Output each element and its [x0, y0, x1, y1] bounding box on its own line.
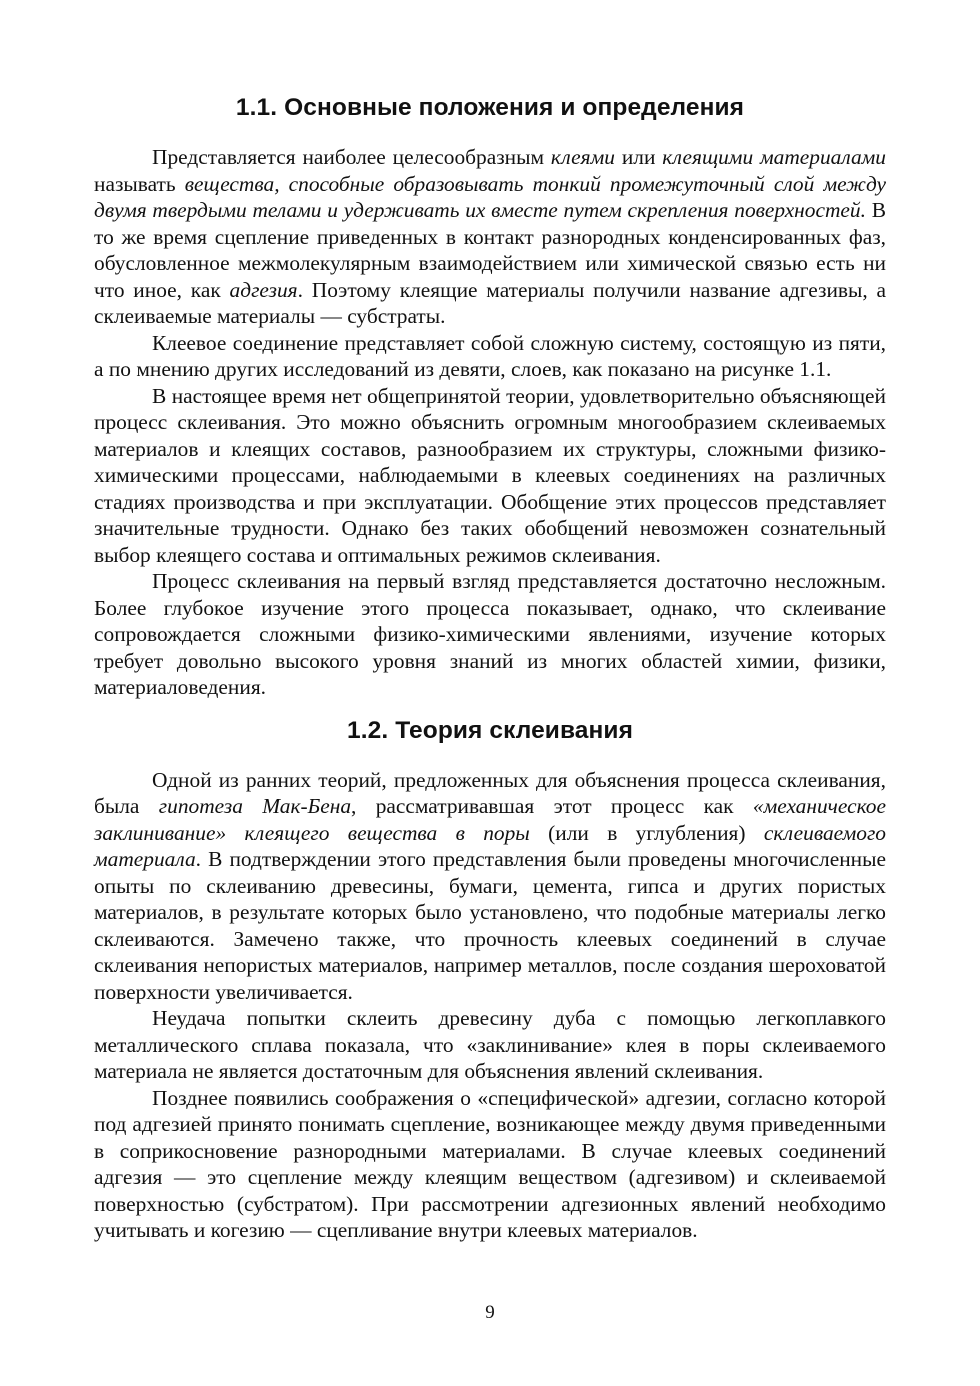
section-number: 1.2. [347, 716, 389, 744]
paragraph: Клеевое соединение представляет собой сложную систему, состоящую из пяти, а по мнению других исследований из девяти, слоев, как показано на рисунке 1.1. [94, 330, 886, 381]
italic-term: склеиваемого материала [94, 820, 887, 871]
italic-term: клеящими материалами [662, 145, 886, 169]
italic-term: клеями [550, 145, 615, 169]
text-run: (или в углубления) [529, 820, 764, 845]
text-run: . В подтверждении этого представления были проведены многочисленные опыты по склеиванию древесины, бумаги, цемента, гипса и других пористых материалов, в результате которых было установлено, что подобные материалы легко склеиваются. Замечено также, что прочность клеевых соединений в случае склеивания непористых материалов, например металлов, после создания шероховатой поверхности увеличивается. [94, 847, 886, 1004]
text-run: , рассматривавшая этот процесс как [351, 794, 753, 818]
italic-term: гипотеза Мак-Бена [158, 794, 352, 818]
page-number: 9 [485, 1302, 495, 1323]
text-run: В то же время сцепление приведенных в контакт разнородных конденсированных фаз, обусловленное межмолекулярным взаимодействием или химической связью есть ни что иное, как [94, 198, 887, 302]
paragraph [94, 767, 886, 1006]
paragraph: В настоящее время нет общепринятой теории, удовлетворительно объясняющей процесс склеивания. Это можно объяснить огромным многообразием склеиваемых материалов и клеящих составов, разнообразием их структуры, сложными физико-химическими процессами, наблюдаемыми в клеевых соединениях на различных стадиях производства и при эксплуатации. Обобщение этих процессов представляет значительные трудности. Однако без таких обобщений невозможен сознательный выбор клеящего состава и оптимальных режимов склеивания. [94, 383, 886, 567]
paragraph: Процесс склеивания на первый взгляд представляется достаточно несложным. Более глубокое изучение этого процесса показывает, однако, что склеивание сопровождается сложными физико-химическими явлениями, изучение которых требует довольно высокого уровня знаний из многих областей химии, физики, материаловедения. [94, 569, 886, 699]
section-number: 1.1. [235, 94, 278, 121]
text-run: Представляется наиболее целесообразным [152, 145, 551, 169]
paragraph [94, 144, 886, 330]
section-heading-1 [94, 88, 886, 128]
italic-term: адгезия [229, 277, 298, 302]
paragraph: Позднее появились соображения о «специфической» адгезии, согласно которой под адгезией принято понимать сцепление, возникающее между двумя приведенными в соприкосновение разнородными материалами. В случае клеевых соединений адгезия — это сцепление между клеящим веществом (адгезивом) и склеиваемой поверхностью (субстратом). При рассмотрении адгезионных явлений необходимо учитывать и когезию — сцепливание внутри клеевых материалов. [94, 1085, 886, 1242]
section-heading-2 [94, 711, 886, 751]
text-run: или [614, 145, 663, 169]
document-page [94, 88, 886, 1244]
section-title: Теория склеивания [395, 716, 633, 744]
text-run: Одной из ранних теорий, предложенных для объяснения процесса склеивания, была [94, 767, 886, 818]
text-run: называть [94, 171, 185, 196]
section-title: Основные положения и определения [284, 94, 745, 121]
italic-term: «механическое заклинивание» клеящего вещества в поры [94, 794, 886, 845]
text-run: . Поэтому клеящие материалы получили название адгезивы, а склеиваемые материалы — субстраты. [94, 277, 886, 328]
paragraph: Неудача попытки склеить древесину дуба с помощью легкоплавкого металлического сплава показала, что «заклинивание» клея в поры склеиваемого материала не является достаточным для объяснения явлений склеивания. [94, 1006, 886, 1083]
italic-definition: вещества, способные образовывать тонкий промежуточный слой между двумя твердыми телами и удерживать их вместе путем скрепления поверхностей. [94, 171, 886, 222]
